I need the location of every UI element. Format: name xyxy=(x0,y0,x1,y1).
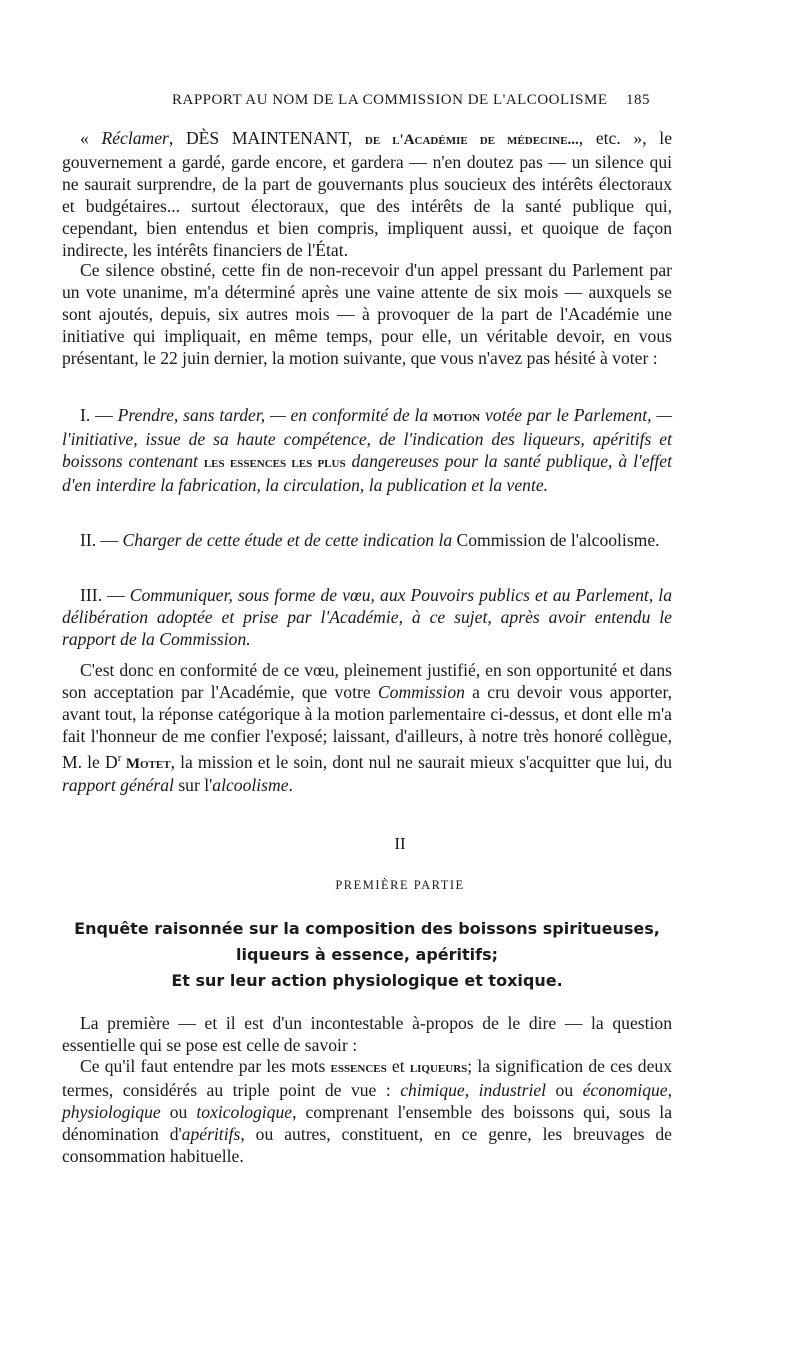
section-title xyxy=(62,916,672,994)
section-title-line-1: Enquête raisonnée sur la composition des boissons spiritueuses, xyxy=(74,919,660,938)
p5-a: Ce qu'il faut entendre par les mots xyxy=(80,1056,331,1076)
header-title: RAPPORT AU NOM DE LA COMMISSION DE L'ALCOOLISME xyxy=(172,92,608,108)
p3-c: , la mission et le soin, dont nul ne saurait mieux s'acquitter que lui, du xyxy=(170,751,672,772)
p3-commission: Commission xyxy=(377,681,465,702)
reclamer-word: Réclamer xyxy=(101,128,169,148)
page-number: 185 xyxy=(626,92,650,108)
paragraph-5 xyxy=(62,1056,672,1168)
p5-aperitifs: apéritifs xyxy=(181,1123,241,1144)
p5-g: , ou autres, constituent, en ce genre, les breuvages de consommation habituelle. xyxy=(62,1123,672,1166)
essences-phrase: les essences les plus xyxy=(203,454,346,471)
paragraph-2 xyxy=(62,260,672,370)
p3-d: sur l' xyxy=(173,775,213,796)
motion-2 xyxy=(62,530,672,552)
motion-1-a: Prendre, sans tarder, — en conformité de la xyxy=(117,405,434,425)
motion-1-b: votée par le Parlement, — l'initiative, issue de sa haute compétence, de l'indication des liqueurs, apéritifs et boissons contenant xyxy=(62,405,672,471)
des-maintenant: , DÈS MAINTENANT, xyxy=(168,128,365,148)
p3-e: . xyxy=(288,775,293,796)
p5-c: ; la signification de ces deux termes, considérés au triple point de vue : xyxy=(62,1056,672,1100)
p3-sup: r xyxy=(117,751,122,764)
motion-1 xyxy=(62,405,672,497)
p5-economique: économique, physiologique xyxy=(62,1079,673,1122)
p5-b: et xyxy=(386,1056,410,1076)
part-heading: PREMIÈRE PARTIE xyxy=(335,878,465,892)
motion-word: motion xyxy=(433,409,481,425)
quote-open: « xyxy=(80,128,102,148)
motion-1-num: I. — xyxy=(80,405,118,425)
section-number: II xyxy=(394,834,406,853)
paragraph-1 xyxy=(62,128,672,261)
paragraph-2-text: Ce silence obstiné, cette fin de non-recevoir d'un appel pressant du Parlement par un vote unanime, m'a déterminé après une vaine attente de six mois — auxquels se sont ajoutés, depuis, six autres mois — à provoquer de la part de l'Académie une initiative qui impliquait, en même temps, pour elle, un véritable devoir, en vous présentant, le 22 juin dernier, la motion suivante, que vous n'avez pas hésité à voter : xyxy=(62,260,672,368)
motion-2-b: Commission de l'alcoolisme. xyxy=(452,530,660,550)
p5-d: ou xyxy=(546,1079,583,1100)
motion-2-num: II. — xyxy=(80,530,123,550)
motion-3-a: Communiquer, sous forme de vœu, aux Pouvoirs publics et au Parlement, la délibération adoptée et prise par l'Académie, à ce sujet, après avoir entendu le rapport de la Commission. xyxy=(62,585,672,649)
paragraph-4-text: La première — et il est d'un incontestable à-propos de le dire — la question essentielle qui se pose est celle de savoir : xyxy=(62,1013,672,1055)
p5-toxicologique: toxicologique xyxy=(196,1101,293,1122)
p5-f: , comprenant l'ensemble des boissons qui, sous la dénomination d' xyxy=(62,1101,673,1144)
p3-motet: Motet xyxy=(121,755,171,772)
academie-reference: de l'Académie de médecine... xyxy=(364,132,579,148)
p5-e: ou xyxy=(160,1101,197,1122)
section-title-line-3: Et sur leur action physiologique et toxique. xyxy=(171,971,563,990)
paragraph-4 xyxy=(62,1013,672,1057)
motion-3 xyxy=(62,585,672,651)
p5-chimique: chimique, industriel xyxy=(400,1079,547,1100)
running-header xyxy=(172,92,650,109)
motion-2-a: Charger de cette étude et de cette indication la xyxy=(122,530,453,550)
paragraph-1-rest: , etc. », le gouvernement a gardé, garde encore, et gardera — n'en doutez pas — un silence qui ne saurait surprendre, de la part de gouvernants plus soucieux des intérêts électoraux et budgétaires... surtout électoraux, que des intérêts de la santé publique qui, cependant, bien entendus et bien compris, impliquent aussi, et quoique de façon indirecte, les intérêts financiers de l'État. xyxy=(62,128,672,260)
p5-liqueurs: liqueurs xyxy=(409,1060,468,1076)
p5-essences: essences xyxy=(330,1060,387,1076)
section-title-line-2: liqueurs à essence, apéritifs; xyxy=(235,945,499,964)
motion-1-c: dangereuses pour la santé publique, à l'effet d'en interdire la fabrication, la circulation, la publication et la vente. xyxy=(62,450,673,495)
motion-3-num: III. — xyxy=(80,585,130,605)
p3-rapport: rapport général xyxy=(62,775,174,796)
p3-alcoolisme: alcoolisme xyxy=(212,775,289,796)
p3-b: a cru devoir vous apporter, avant tout, la réponse catégorique à la motion parlementaire ci-dessus, et dont elle m'a fait l'honneur de me confier l'exposé; laissant, d'ailleurs, à notre très honoré collègue, M. le D xyxy=(62,681,672,772)
p3-a: C'est donc en conformité de ce vœu, pleinement justifié, en son opportunité et dans son acceptation par l'Académie, que votre xyxy=(62,660,672,702)
paragraph-3 xyxy=(62,660,672,797)
